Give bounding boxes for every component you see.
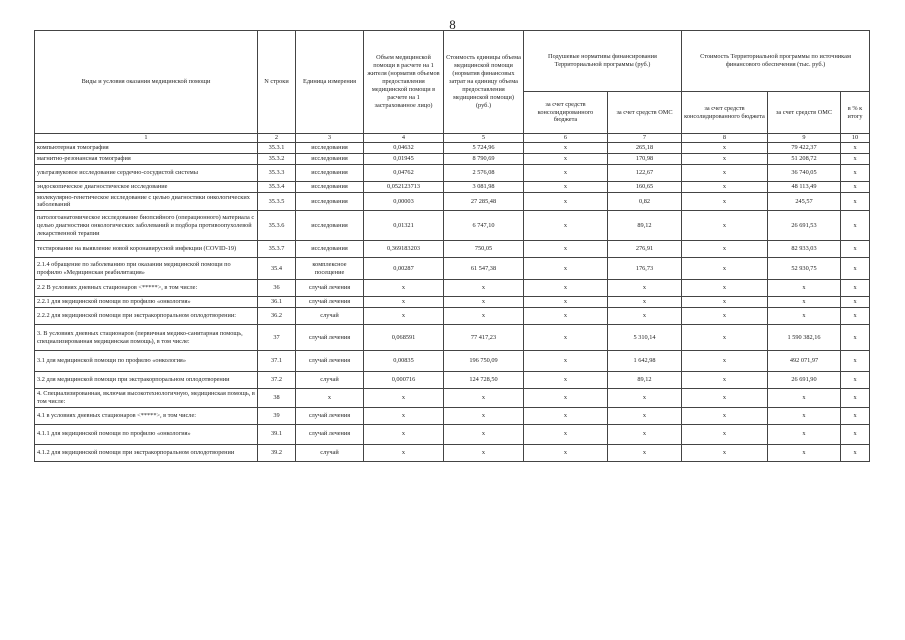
column-number: 3 — [296, 134, 364, 143]
table-row — [35, 211, 870, 241]
row-budget-norm: x — [524, 325, 608, 351]
header-consolidated-budget: за счет средств консолидированного бюджета — [524, 92, 608, 134]
row-budget-cost: x — [682, 280, 768, 297]
row-budget-norm: x — [524, 444, 608, 461]
row-unit-cost: 3 081,98 — [444, 181, 524, 192]
row-oms-norm: 160,65 — [608, 181, 682, 192]
row-percent: x — [841, 192, 870, 211]
row-unit: исследования — [296, 164, 364, 181]
row-unit-cost: x — [444, 444, 524, 461]
row-volume: x — [364, 424, 444, 444]
row-oms-cost: 51 208,72 — [768, 153, 841, 164]
row-unit-cost: 77 417,23 — [444, 325, 524, 351]
row-percent: x — [841, 211, 870, 241]
row-unit-cost: 27 285,48 — [444, 192, 524, 211]
row-unit: исследования — [296, 143, 364, 154]
column-number: 4 — [364, 134, 444, 143]
row-number: 35.3.3 — [258, 164, 296, 181]
row-oms-norm: 0,82 — [608, 192, 682, 211]
row-unit: случай — [296, 308, 364, 325]
row-name: 4.1.2 для медицинской помощи при экстракорпоральном оплодотворении — [35, 444, 258, 461]
row-percent: x — [841, 325, 870, 351]
row-percent: x — [841, 181, 870, 192]
header-unit: Единица измерения — [296, 31, 364, 134]
row-unit-cost: 5 724,96 — [444, 143, 524, 154]
row-unit: случай лечения — [296, 424, 364, 444]
row-budget-cost: x — [682, 407, 768, 424]
row-oms-cost: x — [768, 444, 841, 461]
table-row — [35, 351, 870, 372]
column-number: 5 — [444, 134, 524, 143]
row-number: 35.3.7 — [258, 241, 296, 258]
row-name: ультразвуковое исследование сердечно-сосудистой системы — [35, 164, 258, 181]
row-oms-cost: 82 933,03 — [768, 241, 841, 258]
row-volume: x — [364, 444, 444, 461]
header-oms: за счет средств ОМС — [608, 92, 682, 134]
row-unit: случай лечения — [296, 407, 364, 424]
row-name: 2.2.1 для медицинской помощи по профилю «онкология» — [35, 297, 258, 308]
row-budget-cost: x — [682, 372, 768, 389]
row-budget-norm: x — [524, 258, 608, 280]
row-oms-norm: 89,12 — [608, 372, 682, 389]
table-row — [35, 424, 870, 444]
table-row — [35, 181, 870, 192]
row-budget-cost: x — [682, 153, 768, 164]
row-oms-cost: 245,57 — [768, 192, 841, 211]
row-unit: случай лечения — [296, 325, 364, 351]
row-oms-norm: x — [608, 407, 682, 424]
row-oms-cost: x — [768, 389, 841, 408]
column-number: 10 — [841, 134, 870, 143]
row-unit: исследования — [296, 192, 364, 211]
table-row — [35, 241, 870, 258]
row-unit: x — [296, 389, 364, 408]
row-oms-cost: x — [768, 424, 841, 444]
row-budget-cost: x — [682, 351, 768, 372]
row-number: 39 — [258, 407, 296, 424]
row-name: 4. Специализированная, включая высокотехнологичную, медицинская помощь, в том числе: — [35, 389, 258, 408]
row-volume: x — [364, 280, 444, 297]
row-name: 2.1.4 обращение по заболеванию при оказании медицинской помощи по профилю «Медицинская реабилитация» — [35, 258, 258, 280]
table-row — [35, 164, 870, 181]
row-budget-norm: x — [524, 424, 608, 444]
row-unit-cost: 196 750,09 — [444, 351, 524, 372]
row-budget-norm: x — [524, 211, 608, 241]
row-unit-cost: x — [444, 280, 524, 297]
row-number: 39.2 — [258, 444, 296, 461]
row-number: 37.2 — [258, 372, 296, 389]
row-budget-cost: x — [682, 143, 768, 154]
row-name: тестирование на выявление новой коронавирусной инфекции (COVID-19) — [35, 241, 258, 258]
row-unit: случай лечения — [296, 297, 364, 308]
row-percent: x — [841, 297, 870, 308]
row-unit-cost: x — [444, 407, 524, 424]
row-budget-norm: x — [524, 192, 608, 211]
header-row-number: N строки — [258, 31, 296, 134]
column-number: 8 — [682, 134, 768, 143]
row-budget-norm: x — [524, 351, 608, 372]
table-row — [35, 407, 870, 424]
row-unit-cost: 61 547,38 — [444, 258, 524, 280]
row-oms-norm: x — [608, 297, 682, 308]
row-unit: исследования — [296, 153, 364, 164]
row-name: 3.2 для медицинской помощи при экстракорпоральном оплодотворении — [35, 372, 258, 389]
row-name: 2.2.2 для медицинской помощи при экстракорпоральном оплодотворении: — [35, 308, 258, 325]
row-volume: x — [364, 308, 444, 325]
table-row — [35, 444, 870, 461]
row-unit-cost: 6 747,10 — [444, 211, 524, 241]
row-budget-cost: x — [682, 164, 768, 181]
row-percent: x — [841, 372, 870, 389]
row-name: эндоскопическое диагностическое исследование — [35, 181, 258, 192]
row-oms-cost: 26 691,53 — [768, 211, 841, 241]
row-unit: комплексное посещение — [296, 258, 364, 280]
row-percent: x — [841, 280, 870, 297]
row-unit-cost: x — [444, 308, 524, 325]
row-unit: исследования — [296, 181, 364, 192]
row-oms-cost: 492 071,97 — [768, 351, 841, 372]
table-row — [35, 258, 870, 280]
row-budget-norm: x — [524, 389, 608, 408]
row-unit-cost: x — [444, 297, 524, 308]
row-unit: случай лечения — [296, 351, 364, 372]
table-row — [35, 372, 870, 389]
row-volume: 0,01321 — [364, 211, 444, 241]
row-unit-cost: x — [444, 389, 524, 408]
row-budget-norm: x — [524, 280, 608, 297]
header-type-conditions: Виды и условия оказания медицинской помощи — [35, 31, 258, 134]
column-number: 7 — [608, 134, 682, 143]
row-oms-cost: 26 691,90 — [768, 372, 841, 389]
row-oms-norm: 5 310,14 — [608, 325, 682, 351]
row-percent: x — [841, 407, 870, 424]
row-oms-norm: 265,18 — [608, 143, 682, 154]
row-unit-cost: 8 790,69 — [444, 153, 524, 164]
row-volume: 0,04762 — [364, 164, 444, 181]
row-volume: 0,00003 — [364, 192, 444, 211]
header-program-cost: Стоимость Территориальной программы по источникам финансового обеспечения (тыс. руб.) — [682, 31, 870, 92]
row-oms-norm: x — [608, 389, 682, 408]
row-percent: x — [841, 143, 870, 154]
table-row — [35, 325, 870, 351]
row-unit-cost: 124 728,50 — [444, 372, 524, 389]
row-unit: исследования — [296, 241, 364, 258]
header-percent-total: в % к итогу — [841, 92, 870, 134]
row-oms-cost: 48 113,49 — [768, 181, 841, 192]
row-number: 39.1 — [258, 424, 296, 444]
row-unit: случай — [296, 444, 364, 461]
row-percent: x — [841, 389, 870, 408]
row-volume: 0,00287 — [364, 258, 444, 280]
table-row — [35, 389, 870, 408]
row-percent: x — [841, 241, 870, 258]
row-number: 35.3.1 — [258, 143, 296, 154]
row-unit-cost: x — [444, 424, 524, 444]
row-budget-norm: x — [524, 164, 608, 181]
row-percent: x — [841, 153, 870, 164]
table-row — [35, 153, 870, 164]
row-volume: 0,00835 — [364, 351, 444, 372]
row-name: 3. В условиях дневных стационаров (первичная медико-санитарная помощь, специализированная медицинская помощь), в том числе: — [35, 325, 258, 351]
row-budget-norm: x — [524, 372, 608, 389]
header-per-capita-norms: Подушевые нормативы финансирования Территориальной программы (руб.) — [524, 31, 682, 92]
row-unit: случай лечения — [296, 280, 364, 297]
table-row — [35, 143, 870, 154]
row-budget-cost: x — [682, 192, 768, 211]
row-oms-norm: x — [608, 424, 682, 444]
row-oms-cost: 52 930,75 — [768, 258, 841, 280]
row-percent: x — [841, 351, 870, 372]
row-volume: 0,052123713 — [364, 181, 444, 192]
table-row — [35, 280, 870, 297]
row-budget-norm: x — [524, 241, 608, 258]
row-volume: 0,068591 — [364, 325, 444, 351]
row-budget-cost: x — [682, 444, 768, 461]
row-name: компьютерная томография — [35, 143, 258, 154]
row-number: 38 — [258, 389, 296, 408]
row-volume: 0,01945 — [364, 153, 444, 164]
row-budget-cost: x — [682, 241, 768, 258]
table-row — [35, 308, 870, 325]
row-budget-norm: x — [524, 143, 608, 154]
row-number: 35.4 — [258, 258, 296, 280]
row-number: 36.2 — [258, 308, 296, 325]
row-oms-norm: x — [608, 308, 682, 325]
row-budget-cost: x — [682, 258, 768, 280]
header-consolidated-budget: за счет средств консолидированного бюджета — [682, 92, 768, 134]
row-volume: 0,000716 — [364, 372, 444, 389]
financing-table — [34, 30, 870, 462]
page-number: 8 — [449, 17, 456, 32]
row-budget-cost: x — [682, 424, 768, 444]
row-budget-norm: x — [524, 181, 608, 192]
table-row — [35, 297, 870, 308]
row-oms-norm: 122,67 — [608, 164, 682, 181]
row-number: 35.3.2 — [258, 153, 296, 164]
row-volume: 0,04632 — [364, 143, 444, 154]
row-budget-cost: x — [682, 308, 768, 325]
row-number: 35.3.6 — [258, 211, 296, 241]
row-number: 37.1 — [258, 351, 296, 372]
row-budget-cost: x — [682, 325, 768, 351]
row-name: патологоанатомическое исследование биопсийного (операционного) материала с целью диагностики онкологических заболеваний и подбора противоопухолевой лекарственной терапии — [35, 211, 258, 241]
row-oms-norm: 170,98 — [608, 153, 682, 164]
row-volume: x — [364, 297, 444, 308]
row-oms-cost: x — [768, 407, 841, 424]
row-number: 35.3.5 — [258, 192, 296, 211]
row-budget-cost: x — [682, 297, 768, 308]
table-body — [35, 143, 870, 462]
row-percent: x — [841, 308, 870, 325]
row-percent: x — [841, 424, 870, 444]
row-budget-cost: x — [682, 389, 768, 408]
row-oms-norm: 1 642,98 — [608, 351, 682, 372]
row-name: 4.1.1 для медицинской помощи по профилю «онкология» — [35, 424, 258, 444]
header-volume-per-capita: Объем медицинской помощи в расчете на 1 жителя (норматив объемов предоставления медицинской помощи в расчете на 1 застрахованное лицо) — [364, 31, 444, 134]
row-oms-cost: x — [768, 297, 841, 308]
row-oms-norm: 89,12 — [608, 211, 682, 241]
row-oms-cost: 36 740,05 — [768, 164, 841, 181]
row-oms-norm: x — [608, 444, 682, 461]
row-number: 37 — [258, 325, 296, 351]
row-budget-norm: x — [524, 297, 608, 308]
row-oms-cost: 79 422,37 — [768, 143, 841, 154]
row-volume: x — [364, 407, 444, 424]
row-volume: x — [364, 389, 444, 408]
row-number: 36.1 — [258, 297, 296, 308]
row-name: 4.1 в условиях дневных стационаров <*****>, в том числе: — [35, 407, 258, 424]
column-number: 6 — [524, 134, 608, 143]
row-name: 3.1 для медицинской помощи по профилю «онкология» — [35, 351, 258, 372]
column-number: 9 — [768, 134, 841, 143]
row-number: 35.3.4 — [258, 181, 296, 192]
row-oms-norm: x — [608, 280, 682, 297]
column-number: 1 — [35, 134, 258, 143]
row-oms-cost: 1 590 382,16 — [768, 325, 841, 351]
header-unit-cost: Стоимость единицы объема медицинской помощи (норматив финансовых затрат на единицу объема предоставления медицинской помощи) (руб.) — [444, 31, 524, 134]
column-number: 2 — [258, 134, 296, 143]
row-percent: x — [841, 258, 870, 280]
row-percent: x — [841, 164, 870, 181]
table-row — [35, 192, 870, 211]
row-budget-cost: x — [682, 181, 768, 192]
row-number: 36 — [258, 280, 296, 297]
row-budget-cost: x — [682, 211, 768, 241]
row-oms-cost: x — [768, 308, 841, 325]
row-unit: исследования — [296, 211, 364, 241]
row-budget-norm: x — [524, 153, 608, 164]
row-oms-cost: x — [768, 280, 841, 297]
row-unit-cost: 2 576,08 — [444, 164, 524, 181]
row-name: 2.2 В условиях дневных стационаров <*****>, в том числе: — [35, 280, 258, 297]
row-percent: x — [841, 444, 870, 461]
header-oms: за счет средств ОМС — [768, 92, 841, 134]
row-volume: 0,369183203 — [364, 241, 444, 258]
row-oms-norm: 276,91 — [608, 241, 682, 258]
row-budget-norm: x — [524, 308, 608, 325]
row-budget-norm: x — [524, 407, 608, 424]
row-oms-norm: 176,73 — [608, 258, 682, 280]
row-name: молекулярно-генетическое исследование с целью диагностики онкологических заболеваний — [35, 192, 258, 211]
row-name: магнитно-резонансная томография — [35, 153, 258, 164]
row-unit-cost: 750,05 — [444, 241, 524, 258]
row-unit: случай — [296, 372, 364, 389]
